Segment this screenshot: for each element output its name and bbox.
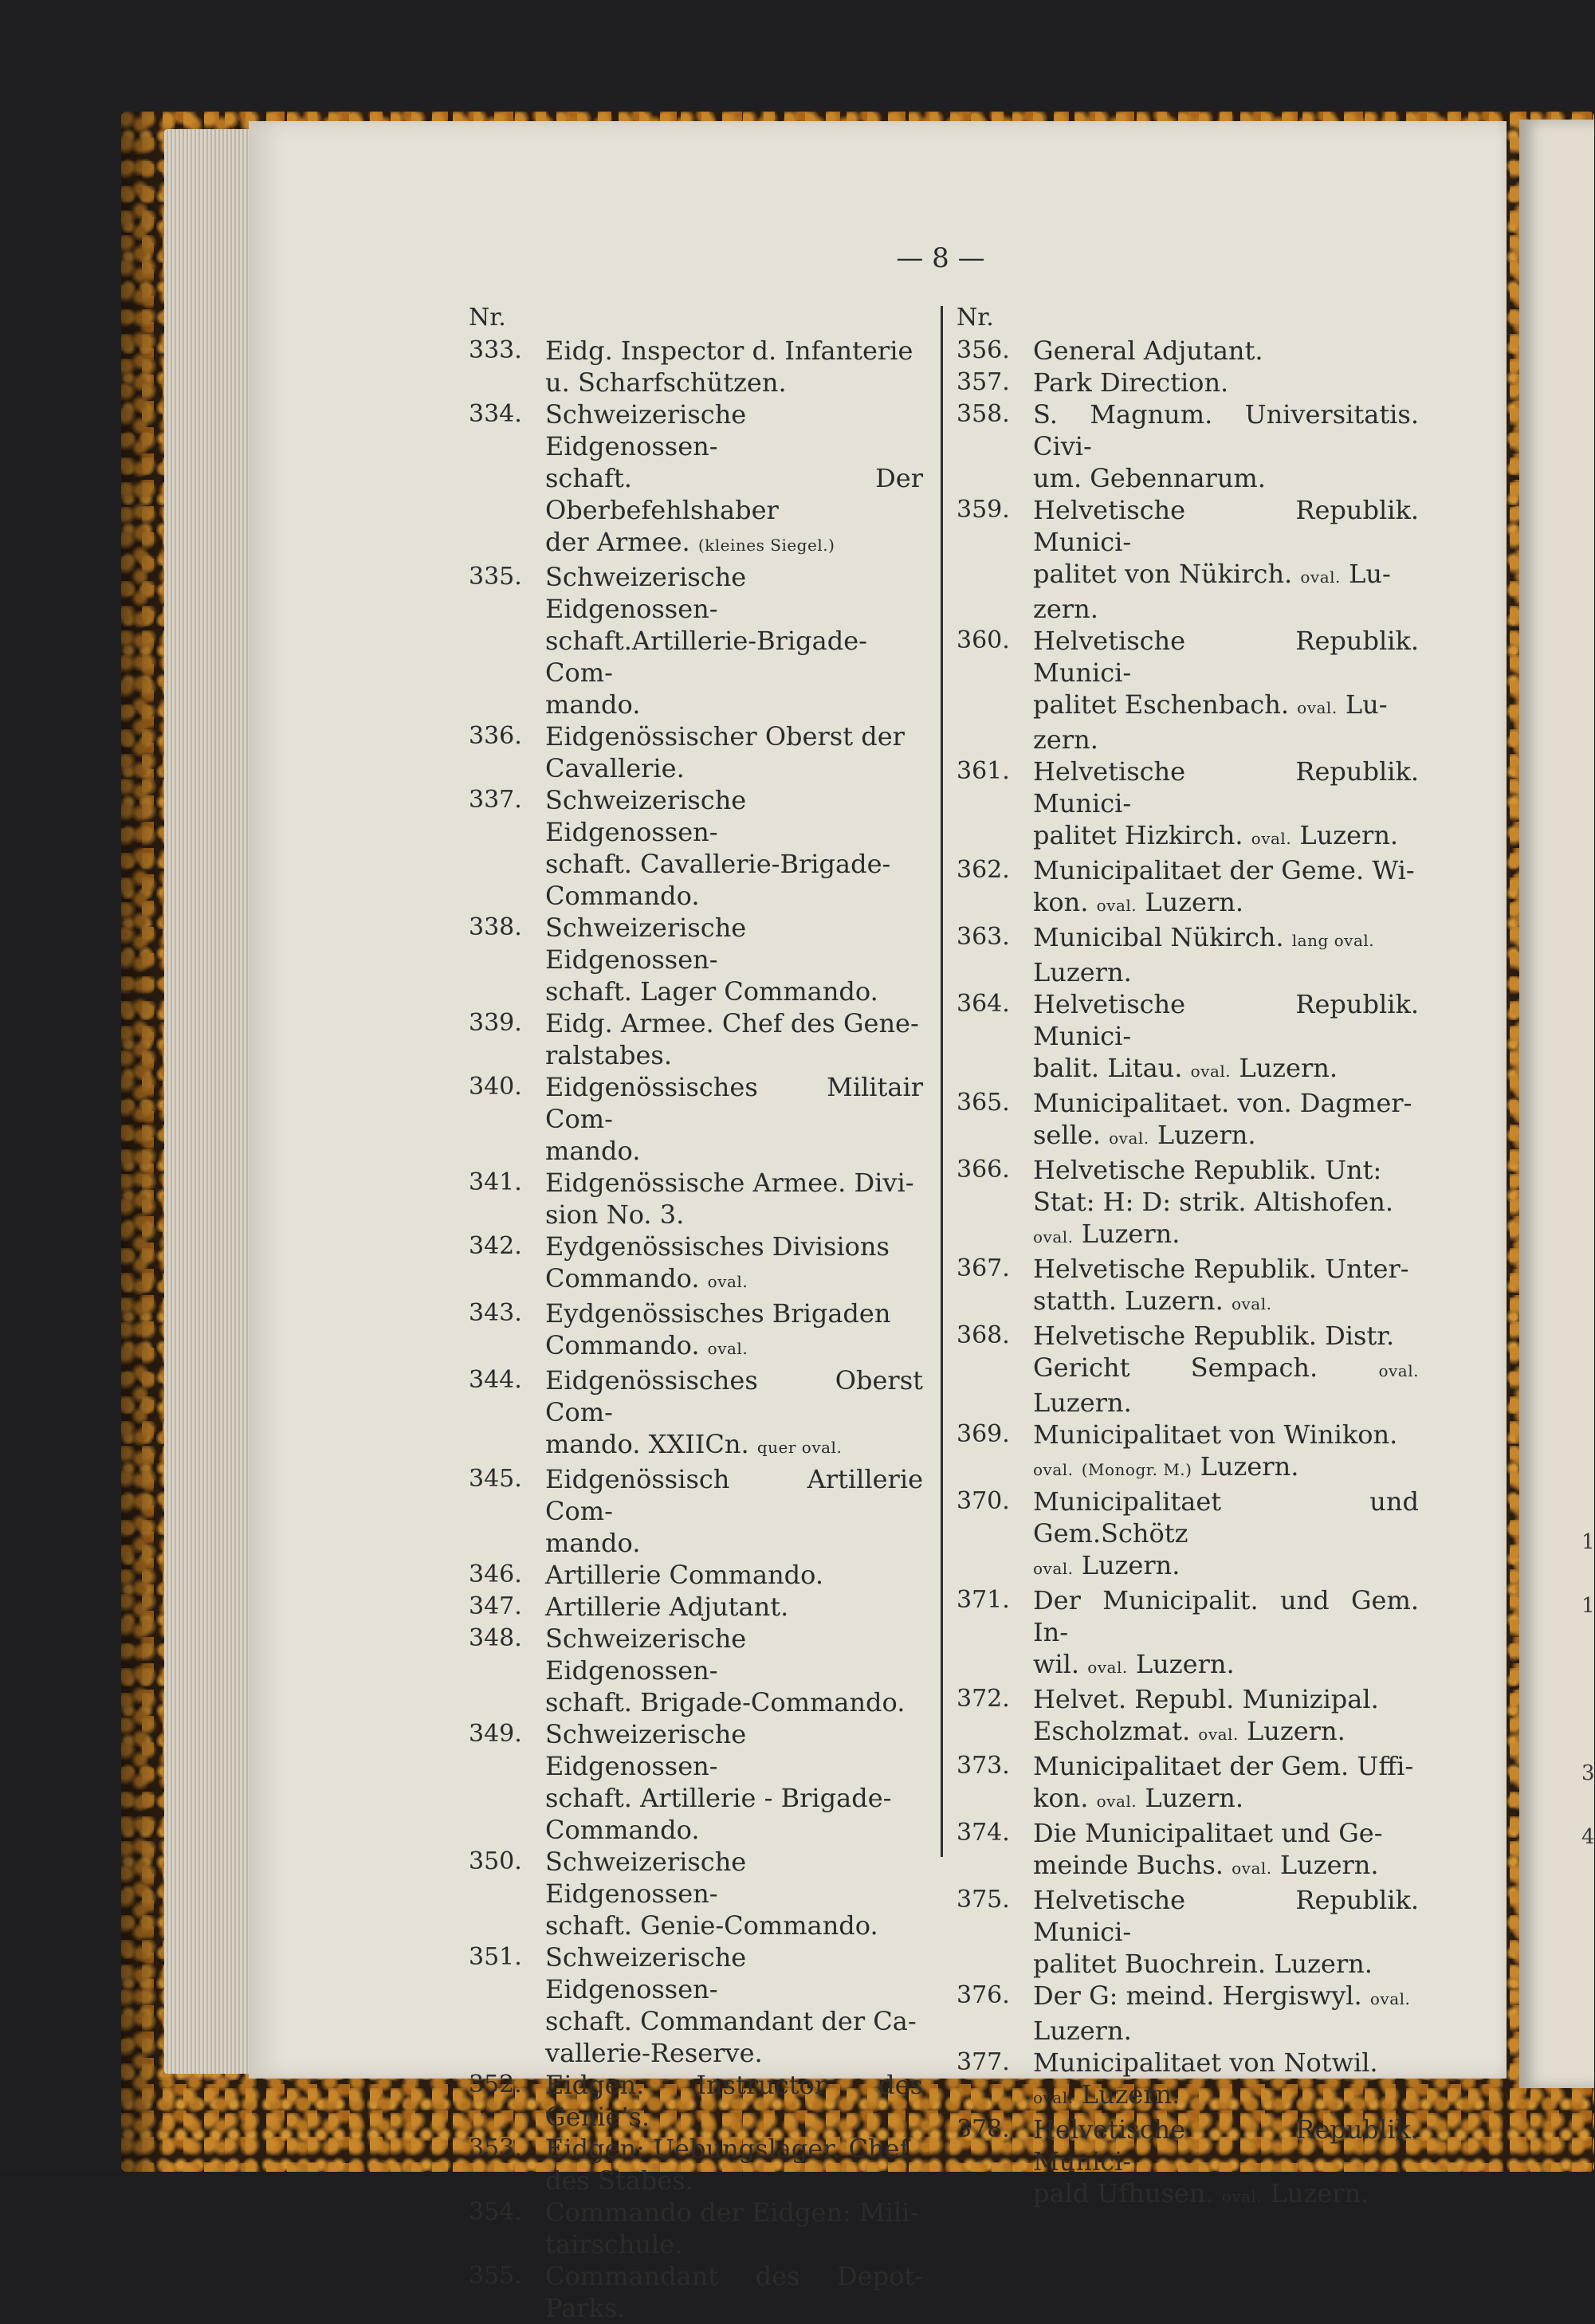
entry-line: mando. [545,1528,641,1558]
entry-line: Luzern. [1033,2016,1132,2046]
entry-description [1033,988,1419,1087]
catalog-entry [957,1486,1419,1584]
entry-line: statth. Luzern. oval. [1033,1286,1272,1316]
entry-line: Helvetische Republik. Munici- [1033,989,1419,1051]
entry-line: Schweizerische Eidgenossen- [545,1942,747,2004]
entry-number: 378. [957,2115,1010,2143]
entry-line: Schweizerische Eidgenossen- [545,785,747,847]
entry-line: Schweizerische Eidgenossen- [545,562,747,624]
entry-line: Artillerie Commando. [545,1560,824,1590]
entry-line: kon. oval. Luzern. [1033,1783,1244,1813]
entry-number: 367. [957,1254,1010,1282]
entry-description [1033,1419,1419,1486]
catalog-entry [469,2260,923,2324]
catalog-entry [957,335,1419,367]
entry-description [1033,335,1419,367]
catalog-entry [957,1584,1419,1683]
entry-description [545,720,923,784]
catalog-entry [957,921,1419,988]
catalog-entry [957,1750,1419,1817]
entry-line: Helvetische Republik. Munici- [1033,756,1419,819]
entry-number: 373. [957,1752,1010,1780]
entry-number: 349. [469,1720,522,1748]
entry-number: 341. [469,1168,522,1196]
catalog-entry [469,1167,923,1231]
entry-line: ralstabes. [545,1040,672,1070]
entry-number: 345. [469,1465,522,1493]
entry-description [545,1231,923,1297]
entry-line: tairschule. [545,2229,683,2259]
entry-number: 336. [469,722,522,750]
entry-description [1033,1154,1419,1253]
entry-line: Municipalitaet. von. Dagmer- [1033,1088,1412,1118]
entry-description [1033,625,1419,756]
entry-number: 337. [469,786,522,814]
entry-line: Helvetische Republik. Unter- [1033,1254,1409,1284]
entry-list [957,335,1419,2212]
column-header: Nr. [469,304,506,332]
entry-number: 361. [957,757,1010,785]
entry-number: 335. [469,563,522,591]
entry-description [545,1846,923,1941]
catalog-entry [957,2047,1419,2114]
catalog-entry [469,784,923,912]
entry-description [545,1718,923,1846]
entry-line: palitet Eschenbach. oval. Lu- [1033,689,1388,720]
entry-number: 348. [469,1624,522,1652]
entry-line: Helvetische Republik. Munici- [1033,626,1419,688]
entry-line: schaft. Cavallerie-Brigade- [545,849,891,879]
entry-line: Commando. oval. [545,1330,748,1360]
catalog-entry [469,398,923,561]
entry-line: der Armee. (kleines Siegel.) [545,527,835,557]
entry-line: Der Municipalit. und Gem. In- [1033,1585,1419,1647]
entry-line: Eidgen: Uebungslager. Chef [545,2134,909,2164]
entry-line: Commando. [545,1815,700,1845]
entry-line: Schweizerische Eidgenossen- [545,1719,747,1781]
entry-number: 334. [469,400,522,428]
entry-line: Eydgenössisches Divisions [545,1231,890,1262]
column-divider [941,306,943,1857]
entry-line: Eidg. Armee. Chef des Gene- [545,1008,919,1038]
entry-line: schaft. Genie-Commando. [545,1910,878,1941]
entry-line: Commando. [545,881,700,911]
entry-line: sion No. 3. [545,1199,685,1230]
entry-line: Schweizerische Eidgenossen- [545,399,747,461]
catalog-entry [469,1941,923,2069]
entry-line: Schweizerische Eidgenossen- [545,1623,747,1686]
entry-description [545,1297,923,1364]
entry-description [1033,1087,1419,1154]
catalog-entry [469,1297,923,1364]
catalog-entry [957,988,1419,1087]
entry-line: Schweizerische Eidgenossen- [545,913,747,975]
entry-line: mando. [545,689,641,720]
catalog-entry [957,1253,1419,1320]
entry-number: 363. [957,923,1010,951]
entry-line: Eidg. Inspector d. Infanterie [545,336,913,366]
entry-number: 366. [957,1156,1010,1184]
catalog-entry [469,1364,923,1463]
entry-line: um. Gebennarum. [1033,463,1266,493]
entry-line: kon. oval. Luzern. [1033,887,1244,917]
entry-number: 362. [957,856,1010,884]
entry-description [545,2196,923,2260]
entry-description [545,398,923,561]
entry-line: schaft. Commandant der Ca- [545,2006,917,2036]
entry-number: 355. [469,2262,522,2290]
catalog-entry [469,1623,923,1718]
entry-line: palitet von Nükirch. oval. Lu- [1033,559,1391,589]
catalog-entry [957,1154,1419,1253]
entry-description [1033,398,1419,494]
cover-shadow [121,112,169,2172]
entry-description [545,1463,923,1559]
catalog-entry [957,367,1419,398]
entry-line: Der G: meind. Hergiswyl. oval. [1033,1981,1411,2011]
entry-line: oval. (Monogr. M.) Luzern. [1033,1451,1299,1482]
entry-number: 344. [469,1366,522,1394]
entry-line: schaft. Artillerie - Brigade- [545,1783,892,1813]
entry-description [545,2260,923,2324]
entry-line: Municipalitaet der Geme. Wi- [1033,855,1415,885]
entry-line: Helvet. Republ. Munizipal. [1033,1684,1379,1714]
catalog-entry [469,2196,923,2260]
entry-number: 350. [469,1847,522,1875]
catalog-entry [957,854,1419,921]
margin-mark: 4 [1581,1825,1595,1849]
catalog-entry [469,2133,923,2196]
entry-line: oval. Luzern. [1033,2079,1181,2110]
entry-line: Escholzmat. oval. Luzern. [1033,1716,1346,1746]
entry-list [469,335,923,2324]
entry-number: 377. [957,2048,1010,2076]
entry-description [1033,1486,1419,1584]
entry-description [1033,2047,1419,2114]
entry-line: selle. oval. Luzern. [1033,1120,1256,1150]
margin-mark: 1 [1581,1594,1595,1618]
entry-line: palitet Buochrein. Luzern. [1033,1949,1373,1979]
entry-description [1033,921,1419,988]
catalog-entry [957,625,1419,756]
entry-number: 338. [469,913,522,941]
entry-line: mando. XXIICn. quer oval. [545,1429,843,1459]
entry-number: 371. [957,1586,1010,1614]
entry-line: Helvetische Republik. Munici- [1033,495,1419,557]
entry-line: schaft. Der Oberbefehlshaber [545,463,923,525]
entry-line: General Adjutant. [1033,336,1263,366]
entry-line: Municipalitaet und Gem.Schötz [1033,1486,1419,1549]
entry-description [1033,367,1419,398]
entry-line: Cavallerie. [545,753,685,783]
entry-number: 376. [957,1981,1010,2009]
catalog-entry [469,2069,923,2133]
entry-line: Helvetische Republik. Munici- [1033,2114,1419,2177]
entry-description [545,1167,923,1231]
entry-line: Municipalitaet von Notwil. [1033,2047,1378,2078]
entry-line: wil. oval. Luzern. [1033,1649,1235,1679]
entry-line: Eydgenössisches Brigaden [545,1298,891,1329]
entry-number: 368. [957,1321,1010,1349]
entry-line: schaft.Artillerie-Brigade-Com- [545,626,867,688]
entry-number: 374. [957,1819,1010,1847]
entry-line: Commando. oval. [545,1263,748,1294]
entry-number: 359. [957,496,1010,524]
catalog-entry [957,1980,1419,2047]
entry-number: 342. [469,1232,522,1260]
entry-line: Municibal Nükirch. lang oval. [1033,922,1375,952]
entry-line: Artillerie Adjutant. [545,1592,789,1622]
entry-description [545,1623,923,1718]
entry-line: Municipalitaet von Winikon. [1033,1419,1398,1450]
entry-number: 339. [469,1009,522,1037]
entry-description [545,335,923,398]
catalog-entry [469,1559,923,1591]
entry-number: 372. [957,1685,1010,1713]
entry-number: 358. [957,400,1010,428]
entry-description [545,1591,923,1623]
entry-description [545,561,923,720]
entry-number: 351. [469,1943,522,1971]
entry-line: Stat: H: D: strik. Altishofen. [1033,1187,1393,1217]
entry-line: Helvetische Republik. Unt: [1033,1155,1382,1185]
entry-line: Municipalitaet der Gem. Uffi- [1033,1751,1414,1781]
entry-number: 360. [957,626,1010,654]
entry-line: Eidgen. Instructor des Genie’s. [545,2070,923,2132]
catalog-entry [469,720,923,784]
entry-description [1033,1584,1419,1683]
facing-page-sliver [1519,120,1594,2088]
entry-description [545,2133,923,2196]
entry-line: Eidgenössisches Oberst Com- [545,1365,923,1427]
entry-line: palitet Hizkirch. oval. Luzern. [1033,820,1399,850]
catalog-entry [469,1591,923,1623]
entry-line: schaft. Lager Commando. [545,976,878,1007]
entry-line: Helvetische Republik. Distr. [1033,1321,1395,1351]
entry-line: Eidgenössischer Oberst der [545,721,905,752]
entry-description [1033,1320,1419,1419]
entry-line: zern. [1033,594,1098,624]
entry-line: Gericht Sempach. oval. Luzern. [1033,1352,1419,1418]
entry-description [545,2069,923,2133]
entry-number: 364. [957,990,1010,1018]
catalog-entry [957,1683,1419,1750]
entry-description [545,1007,923,1071]
catalog-entry [957,1817,1419,1884]
entry-line: balit. Litau. oval. Luzern. [1033,1053,1338,1083]
entry-line: Eidgenössisches Militair Com- [545,1072,923,1134]
catalog-entry [957,1087,1419,1154]
entry-number: 346. [469,1560,522,1588]
entry-number: 370. [957,1487,1010,1515]
entry-line: oval. Luzern. [1033,1219,1181,1249]
entry-line: Die Municipalitaet und Ge- [1033,1818,1383,1848]
catalog-entry [957,2114,1419,2212]
entry-line: mando. [545,1136,641,1166]
entry-description [1033,1750,1419,1817]
entry-line: Schweizerische Eidgenossen- [545,1847,747,1909]
entry-line: Commandant des Depot-Parks. [545,2261,923,2323]
entry-description [545,1071,923,1167]
entry-number: 340. [469,1073,522,1101]
catalog-entry [957,494,1419,625]
entry-description [1033,494,1419,625]
catalog-entry [469,912,923,1007]
right-column [957,303,1419,2212]
entry-description [545,1559,923,1591]
entry-description [545,784,923,912]
entry-line: S. Magnum. Universitatis. Civi- [1033,399,1419,461]
entry-line: Park Direction. [1033,367,1229,398]
catalog-entry [469,1718,923,1846]
page-number: — 8 — [896,242,985,274]
entry-number: 354. [469,2198,522,2226]
entry-description [1033,1683,1419,1750]
catalog-entry [469,1463,923,1559]
entry-number: 356. [957,336,1010,364]
entry-description [545,1941,923,2069]
entry-number: 365. [957,1089,1010,1117]
entry-number: 343. [469,1299,522,1327]
catalog-entry [469,1846,923,1941]
entry-description [1033,1253,1419,1320]
entry-line: pald Ufhusen. oval. Luzern. [1033,2178,1369,2208]
catalog-entry [469,561,923,720]
left-column [469,303,923,2324]
entry-line: oval. Luzern. [1033,1550,1181,1580]
entry-description [545,912,923,1007]
entry-number: 352. [469,2071,522,2098]
entry-number: 375. [957,1886,1010,1914]
entry-line: meinde Buchs. oval. Luzern. [1033,1850,1379,1880]
entry-line: Eidgenössische Armee. Divi- [545,1168,914,1198]
entry-line: Eidgenössisch Artillerie Com- [545,1464,923,1526]
entry-number: 357. [957,368,1010,396]
catalog-entry [957,1419,1419,1486]
margin-mark: 1 [1581,1530,1595,1554]
entry-line: Commando der Eidgen: Mili- [545,2197,919,2228]
catalog-entry [469,335,923,398]
entry-description [1033,1980,1419,2047]
entry-number: 347. [469,1592,522,1620]
entry-description [1033,756,1419,854]
entry-description [545,1364,923,1463]
catalog-entry [469,1007,923,1071]
entry-line: u. Scharfschützen. [545,367,787,398]
column-header: Nr. [957,304,994,332]
catalog-entry [957,756,1419,854]
catalog-entry [957,398,1419,494]
catalog-entry [469,1071,923,1167]
entry-description [1033,2114,1419,2212]
catalog-entry [957,1320,1419,1419]
catalog-entry [469,1231,923,1297]
entry-description [1033,1817,1419,1884]
entry-description [1033,854,1419,921]
entry-line: schaft. Brigade-Commando. [545,1687,906,1717]
catalog-entry [957,1884,1419,1980]
entry-number: 353. [469,2134,522,2162]
entry-line: vallerie-Reserve. [545,2038,763,2068]
entry-line: Luzern. [1033,957,1132,987]
page-block-edges [164,129,260,2074]
entry-line: Helvetische Republik. Munici- [1033,1885,1419,1947]
entry-number: 369. [957,1420,1010,1448]
entry-line: zern. [1033,724,1098,755]
margin-mark: 3 [1581,1761,1595,1785]
entry-number: 333. [469,336,522,364]
entry-line: des Stabes. [545,2165,693,2196]
entry-description [1033,1884,1419,1980]
